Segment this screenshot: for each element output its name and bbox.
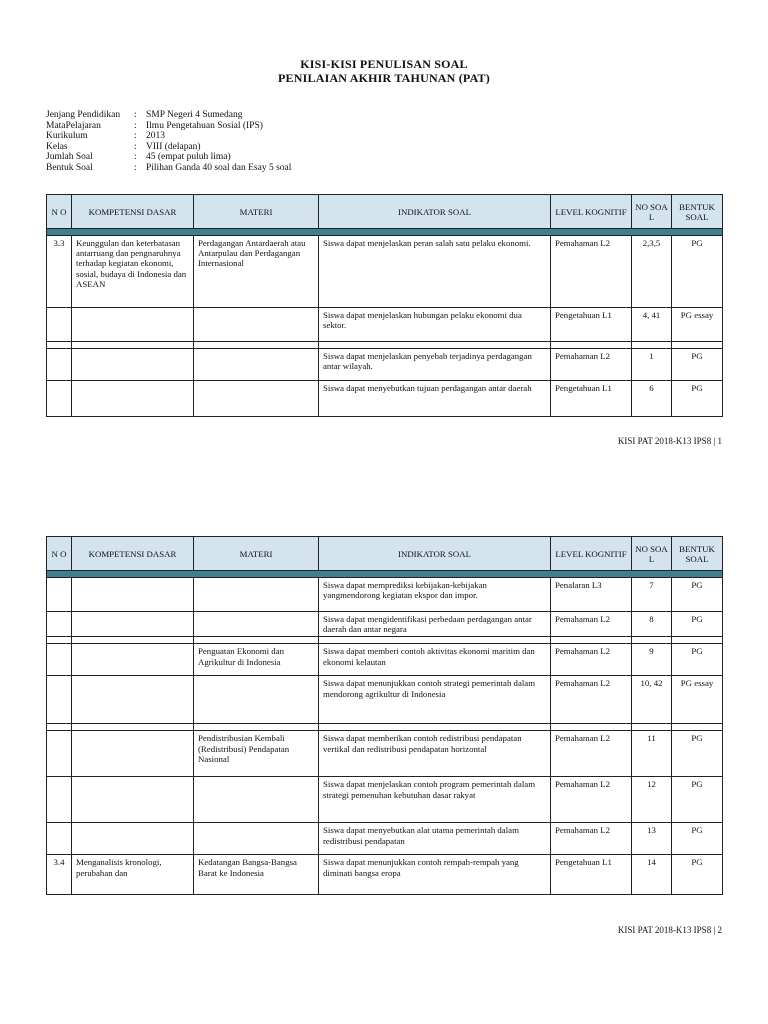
cell-no-soal: 7 [632,578,672,612]
cell-kompetensi-dasar: Menganalisis kronologi, perubahan dan [72,855,194,895]
info-key: Kelas [46,141,68,152]
info-key: Jenjang Pendidikan [46,110,121,120]
cell-no-soal: 10, 42 [632,676,672,724]
cell-bentuk: PG [672,612,723,637]
cell-materi: Pendistribusian Kembali (Redistribusi) Pendapatan Nasional [194,731,319,777]
cell-no [47,644,72,676]
cell-kompetensi-dasar [72,349,194,381]
cell-materi: Penguatan Ekonomi dan Agrikultur di Indonesia [194,644,319,676]
cell-bentuk: PG essay [672,676,723,724]
table-row [47,644,723,676]
cell-no-soal: 8 [632,612,672,637]
table-row [47,855,723,895]
header-indikator-soal: INDIKATOR SOAL [319,537,551,571]
cell-no-soal: 4, 41 [632,308,672,342]
info-row [46,121,291,132]
cell-indikator: Siswa dapat menjelaskan penyebab terjadinya perdagangan antar wilayah. [319,349,551,381]
header-level-kognitif: LEVEL KOGNITIF [551,195,632,229]
info-key: Jumlah Soal [46,152,93,162]
info-row [46,152,291,163]
info-row [46,131,291,142]
cell-bentuk: PG essay [672,308,723,342]
header-materi: MATERI [194,537,319,571]
cell-bentuk: PG [672,236,723,308]
header-no: N O [47,195,72,229]
info-separator: : [134,162,137,173]
cell-indikator: Siswa dapat menjelaskan contoh program pemerintah dalam strategi pemenuhan kebutuhan dasar rakyat [319,777,551,823]
header-band [47,229,723,236]
cell-materi [194,349,319,381]
info-key: MataPelajaran [46,120,101,131]
cell-level: Pengetahuan L1 [551,308,632,342]
info-value: SMP Negeri 4 Sumedang [146,110,243,120]
table-row [47,823,723,855]
spacer-row [47,637,723,644]
cell-kompetensi-dasar [72,308,194,342]
cell-no-soal: 12 [632,777,672,823]
cell-kompetensi-dasar [72,578,194,612]
cell-level: Pemahaman L2 [551,612,632,637]
header-band [47,571,723,578]
table-row [47,731,723,777]
cell-no [47,676,72,724]
cell-no [47,578,72,612]
page-footer: KISI PAT 2018-K13 IPS8 | 1 [617,436,722,446]
header-bentuk-soal: BENTUK SOAL [672,195,723,229]
cell-materi [194,676,319,724]
info-row [46,142,291,153]
cell-level: Pemahaman L2 [551,731,632,777]
cell-no [47,823,72,855]
cell-bentuk: PG [672,777,723,823]
cell-kompetensi-dasar [72,777,194,823]
cell-indikator: Siswa dapat menyebutkan alat utama pemerintah dalam redistribusi pendapatan [319,823,551,855]
cell-level: Pemahaman L2 [551,236,632,308]
cell-level: Pengetahuan L1 [551,381,632,417]
table-row [47,612,723,637]
cell-no-soal: 1 [632,349,672,381]
spacer-row [47,724,723,731]
table-row [47,308,723,342]
info-separator: : [134,141,137,152]
cell-bentuk: PG [672,381,723,417]
cell-indikator: Siswa dapat menjelaskan peran salah satu pelaku ekonomi. [319,236,551,308]
cell-indikator: Siswa dapat mengidentifikasi perbedaan perdagangan antar daerah dan antar negara [319,612,551,637]
document-title: KISI-KISI PENULISAN SOAL [300,57,468,71]
cell-kompetensi-dasar [72,644,194,676]
cell-indikator: Siswa dapat menyebutkan tujuan perdagangan antar daerah [319,381,551,417]
info-value: Pilihan Ganda 40 soal dan Esay 5 soal [146,162,292,173]
cell-no [47,308,72,342]
cell-no-soal: 14 [632,855,672,895]
cell-materi [194,612,319,637]
info-key: Bentuk Soal [46,162,93,173]
cell-level: Pemahaman L2 [551,644,632,676]
info-separator: : [134,131,137,141]
table-row [47,381,723,417]
header-level-kognitif: LEVEL KOGNITIF [551,537,632,571]
kisi-table-page2 [46,536,723,895]
cell-indikator: Siswa dapat menunjukkan contoh strategi pemerintah dalam mendorong agrikultur di Indonesia [319,676,551,724]
cell-indikator: Siswa dapat memprediksi kebijakan-kebijakan yangmendorong kegiatan ekspor dan impor. [319,578,551,612]
cell-bentuk: PG [672,823,723,855]
table-row [47,236,723,308]
cell-kompetensi-dasar [72,676,194,724]
cell-bentuk: PG [672,578,723,612]
cell-bentuk: PG [672,731,723,777]
header-bentuk-soal: BENTUK SOAL [672,537,723,571]
table-row [47,349,723,381]
cell-materi [194,381,319,417]
cell-no [47,731,72,777]
page-footer: KISI PAT 2018-K13 IPS8 | 2 [617,925,722,935]
cell-indikator: Siswa dapat memberi contoh aktivitas ekonomi maritim dan ekonomi kelautan [319,644,551,676]
header-kompetensi-dasar: KOMPETENSI DASAR [72,195,194,229]
table-row [47,777,723,823]
info-value: VIII (delapan) [146,141,201,152]
cell-materi [194,308,319,342]
header-materi: MATERI [194,195,319,229]
header-no-soal: NO SOA L [632,537,672,571]
cell-kompetensi-dasar [72,612,194,637]
cell-level: Pemahaman L2 [551,823,632,855]
cell-bentuk: PG [672,855,723,895]
header-no-soal: NO SOA L [632,195,672,229]
cell-no-soal: 6 [632,381,672,417]
cell-no: 3.3 [47,236,72,308]
cell-kompetensi-dasar: Keunggulan dan keterbatasan antarruang dan pengnaruhnya terhadap kegiatan ekonomi, sosial, budaya di Indonesia dan ASEAN [72,236,194,308]
cell-bentuk: PG [672,644,723,676]
cell-materi [194,823,319,855]
cell-materi [194,777,319,823]
cell-no-soal: 11 [632,731,672,777]
table-header-row [47,537,723,571]
cell-indikator: Siswa dapat menunjukkan contoh rempah-rempah yang diminati bangsa eropa [319,855,551,895]
table-row [47,676,723,724]
header-kompetensi-dasar: KOMPETENSI DASAR [72,537,194,571]
table-row [47,578,723,612]
document-subtitle: PENILAIAN AKHIR TAHUNAN (PAT) [278,71,490,85]
document-info [46,110,291,173]
kisi-table-page1 [46,194,723,417]
cell-no-soal: 2,3,5 [632,236,672,308]
cell-bentuk: PG [672,349,723,381]
cell-materi: Kedatangan Bangsa-Bangsa Barat ke Indonesia [194,855,319,895]
info-value: 45 (empat puluh lima) [146,152,231,162]
info-row [46,163,291,174]
cell-level: Pemahaman L2 [551,349,632,381]
cell-level: Pemahaman L2 [551,777,632,823]
spacer-row [47,342,723,349]
cell-materi [194,578,319,612]
cell-kompetensi-dasar [72,381,194,417]
info-key: Kurikulum [46,131,88,141]
header-indikator-soal: INDIKATOR SOAL [319,195,551,229]
cell-level: Penalaran L3 [551,578,632,612]
info-value: Ilmu Pengetahuan Sosial (IPS) [146,120,263,131]
info-value: 2013 [146,131,165,141]
cell-indikator: Siswa dapat menjelaskan hubungan pelaku ekonomi dua sektor. [319,308,551,342]
info-separator: : [134,120,137,131]
cell-no-soal: 9 [632,644,672,676]
cell-kompetensi-dasar [72,731,194,777]
cell-indikator: Siswa dapat memberikan contoh redistribusi pendapatan vertikal dan redistribusi pendapatan horizontal [319,731,551,777]
cell-no [47,612,72,637]
cell-kompetensi-dasar [72,823,194,855]
cell-no [47,349,72,381]
table-header-row [47,195,723,229]
header-no: N O [47,537,72,571]
cell-level: Pemahaman L2 [551,676,632,724]
cell-level: Pengetahuan L1 [551,855,632,895]
cell-no: 3.4 [47,855,72,895]
info-separator: : [134,110,137,120]
cell-no [47,381,72,417]
cell-no-soal: 13 [632,823,672,855]
cell-no [47,777,72,823]
info-separator: : [134,152,137,162]
info-row [46,110,291,121]
cell-materi: Perdagangan Antardaerah atau Antarpulau dan Perdagangan Internasional [194,236,319,308]
